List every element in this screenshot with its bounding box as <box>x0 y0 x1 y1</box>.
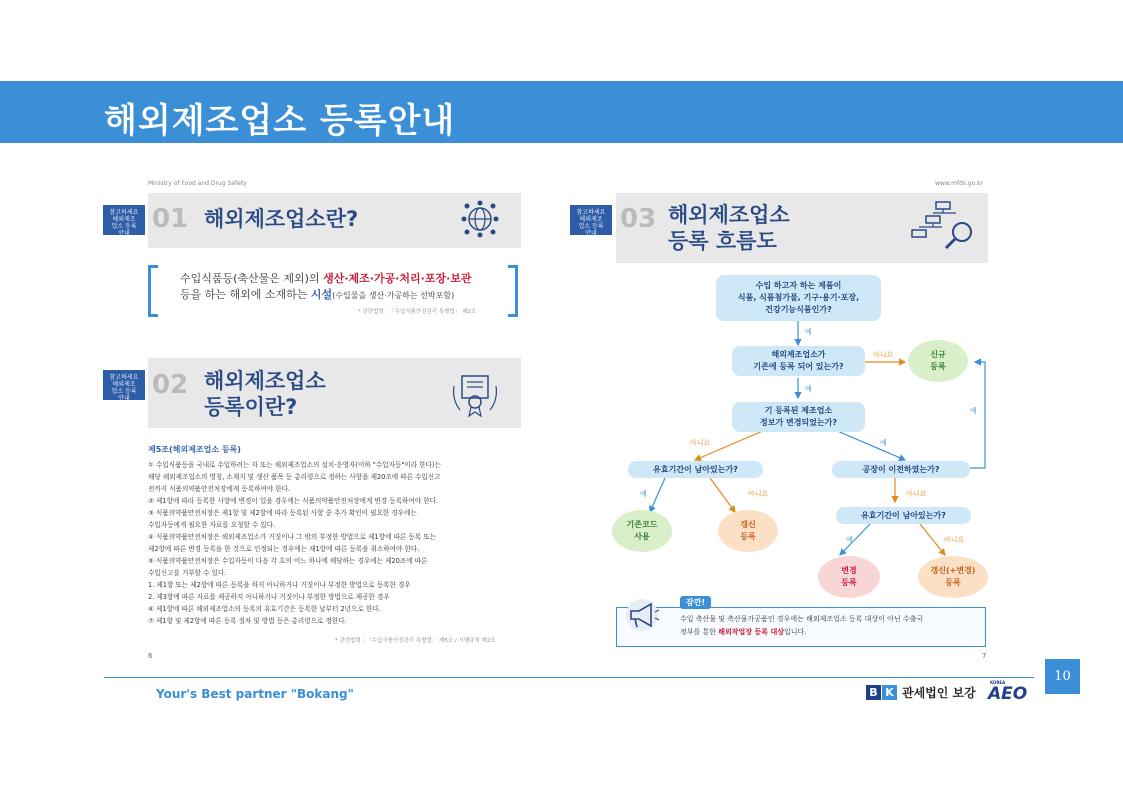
law-title: 제5조(해외제조업소 등록) <box>148 445 241 454</box>
section1-badge: 참고하세요 해외제조 업소 등록 안내 <box>103 205 145 235</box>
section3-badge: 참고하세요 해외제조 업소 등록 안내 <box>570 205 612 235</box>
flow-label-no: 아니요 <box>944 536 965 544</box>
definition-line2 <box>180 286 454 305</box>
definition-reference: * 관련법령 : 「수입식품안전관리 특별법」 제2조 <box>358 309 477 315</box>
megaphone-icon <box>621 598 663 632</box>
footer-divider <box>104 677 1034 678</box>
definition-bracket-left <box>148 265 158 317</box>
flow-label-no: 아니요 <box>690 439 711 447</box>
flow-label-no: 아니요 <box>873 351 894 359</box>
flow-q4-box: 유효기간이 남아있는가? <box>628 461 763 478</box>
flow-label-no: 아니요 <box>748 490 769 498</box>
definition-bracket-right <box>508 265 518 317</box>
law-line: ② 제1항에 따라 등록한 사항에 변경이 있을 경우에는 식품의약품안전처장에게 변경 등록하여야 한다. <box>148 497 439 505</box>
section3-number: 03 <box>620 204 657 234</box>
result-existing-code: 기존코드 사용 <box>612 510 672 552</box>
page-number-right: 7 <box>982 652 987 660</box>
definition-text: 등을 하는 해외에 소재하는 <box>180 288 311 301</box>
law-line: ④ 식품의약품안전처장은 해외제조업소가 거짓이나 그 밖의 부정한 방법으로 제1항에 따른 등록 또는 <box>148 533 436 541</box>
flow-label-yes: 예 <box>805 385 812 393</box>
flow-q1-box: 수입 하고자 하는 제품이 식품, 식품첨가물, 기구·용기·포장, 건강기능식품인가? <box>716 275 881 321</box>
flow-q5-box: 공장이 이전하였는가? <box>832 461 970 478</box>
section2-title-line1: 해외제조업소 <box>204 369 326 393</box>
flow-q3-box: 기 등록된 제조업소 정보가 변경되었는가? <box>732 402 865 432</box>
note-text: 정부를 통한 <box>680 628 719 636</box>
law-line: 수입신고를 거부할 수 있다. <box>148 569 227 577</box>
flow-label-yes: 예 <box>846 536 853 544</box>
law-line: 해당 해외제조업소의 명칭, 소재지 및 생산 품목 등 총리령으로 정하는 사항을 제20조에 따른 수입신고 <box>148 473 441 481</box>
section1-title: 해외제조업소란? <box>204 207 359 231</box>
partner-slogan: Your's Best partner "Bokang" <box>156 687 354 701</box>
globe-network-icon <box>460 199 500 239</box>
page-number-left: 6 <box>148 652 153 660</box>
law-line: 제2항에 따른 변경 등록을 한 것으로 인정되는 경우에는 제1항에 따른 등록을 취소하여야 한다. <box>148 545 420 553</box>
result-new-registration: 신규 등록 <box>908 340 968 382</box>
result-renewal: 갱신 등록 <box>718 510 778 552</box>
law-line: ③ 식품의약품안전처장은 제1항 및 제2항에 따라 등록된 사항 중 추가 확인이 필요한 경우에는 <box>148 509 417 517</box>
law-line: ⑦ 제1항 및 제2항에 따른 등록 절차 및 방법 등은 총리령으로 정한다. <box>148 617 347 625</box>
flow-label-yes: 예 <box>880 439 887 447</box>
law-line: 전까지 식품의약품안전처장에게 등록하여야 한다. <box>148 485 291 493</box>
law-line: ① 수입식품등을 국내로 수입하려는 자 또는 해외제조업소의 설치·운영자(이하 "수입자등"이라 한다)는 <box>148 461 441 469</box>
slide-number: 10 <box>1045 659 1080 694</box>
law-line: 1. 제1항 또는 제2항에 따른 등록을 하지 아니하거나 거짓이나 부정한 방법으로 등록한 경우 <box>148 581 411 589</box>
company-name: 관세법인 보강 <box>902 686 976 700</box>
section2-title-line2: 등록이란? <box>204 395 298 419</box>
company-logo <box>866 684 976 701</box>
title-banner <box>0 81 1123 143</box>
definition-note: (수입물을 생산·가공하는 선박포함) <box>332 291 455 300</box>
flow-label-yes: 예 <box>805 328 812 336</box>
page-title: 해외제조업소 등록안내 <box>104 101 456 141</box>
law-line: 수입자등에게 필요한 자료를 요청할 수 있다. <box>148 521 276 529</box>
section2-badge: 참고하세요 해외제조 업소 등록 안내 <box>103 370 145 400</box>
law-line: ⑤ 식품의약품안전처장은 수입자등이 다음 각 호의 어느 하나에 해당하는 경우에는 제20조에 따른 <box>148 557 428 565</box>
aeo-logo: AEO <box>988 684 1028 704</box>
definition-text: 수입식품등(축산물은 제외)의 <box>180 272 324 285</box>
ministry-label: Ministry of Food and Drug Safety <box>148 180 247 187</box>
aeo-korea-label: KOREA <box>990 680 1006 685</box>
result-change: 변경 등록 <box>818 556 880 598</box>
note-text: 입니다. <box>784 628 807 636</box>
certificate-icon <box>450 370 500 420</box>
note-highlight: 해외작업장 등록 대상 <box>718 628 784 636</box>
note-tag: 잠깐! <box>680 596 711 609</box>
note-line2 <box>680 627 807 637</box>
law-line: ⑥ 제1항에 따른 해외제조업소의 등록의 유효기간은 등록한 날부터 2년으로 한다. <box>148 605 381 613</box>
flow-label-no: 아니요 <box>906 490 927 498</box>
flow-q2-box: 해외제조업소가 기존에 등록 되어 있는가? <box>732 346 865 376</box>
section1-number: 01 <box>152 204 189 234</box>
definition-highlight: 생산·제조·가공·처리·포장·보관 <box>323 272 472 285</box>
note-line1: 수입 축산물 및 축산물가공품인 경우에는 해외제조업소 등록 대상이 아닌 수출국 <box>680 615 924 623</box>
website-label: www.mfds.go.kr <box>935 180 984 187</box>
logo-letter-b: B <box>866 685 881 700</box>
section3-title-line1: 해외제조업소 <box>668 203 790 227</box>
definition-highlight: 시설 <box>310 288 333 301</box>
section2-number: 02 <box>152 370 189 400</box>
section3-title-line2: 등록 흐름도 <box>668 229 777 253</box>
flow-q6-box: 유효기간이 남아있는가? <box>836 507 971 524</box>
logo-letter-k: K <box>882 685 897 700</box>
law-reference: * 관련법령 : 「수입식품안전관리 특별법」 제5조 / 시행규칙 제2조 <box>335 638 496 644</box>
flow-label-yes: 예 <box>640 490 647 498</box>
flowchart-magnifier-icon <box>906 198 978 252</box>
law-line: 2. 제3항에 따른 자료를 제공하지 아니하거나 거짓이나 부정한 방법으로 제공한 경우 <box>148 593 390 601</box>
result-renewal-change: 갱신(+변경) 등록 <box>918 556 988 598</box>
flow-label-yes: 예 <box>970 407 977 415</box>
